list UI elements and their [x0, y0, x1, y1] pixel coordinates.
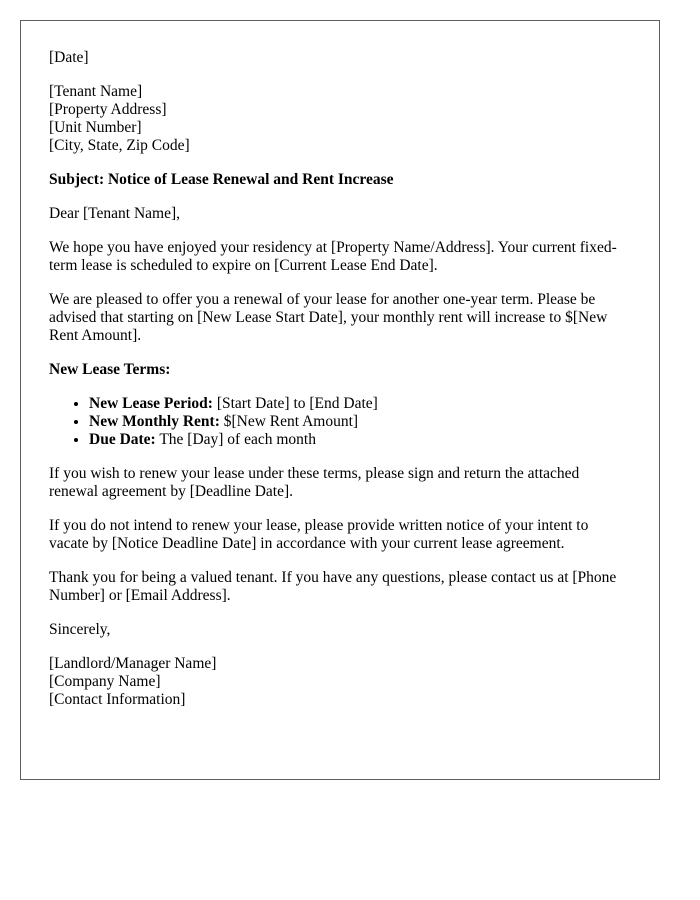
body-paragraph-3: If you wish to renew your lease under these terms, please sign and return the attached renewal agreement by [Deadline Date].: [49, 465, 580, 500]
recipient-block: [49, 83, 631, 155]
body-paragraph-2: We are pleased to offer you a renewal of your lease for another one-year term. Please be advised that starting on [New Lease Start Date], your monthly rent will increase to $[New Rent Amount].: [49, 291, 608, 344]
terms-item-lease-period: [89, 395, 631, 413]
signature-contact: [Contact Information]: [49, 691, 186, 708]
letter-date: [Date]: [49, 49, 89, 66]
recipient-address: [Property Address]: [49, 101, 167, 118]
signature-block: [49, 655, 631, 709]
terms-item-label: New Lease Period:: [89, 395, 213, 412]
terms-item-monthly-rent: [89, 413, 631, 431]
letter-closing: Sincerely,: [49, 621, 111, 638]
recipient-unit: [Unit Number]: [49, 119, 142, 136]
body-paragraph-5: Thank you for being a valued tenant. If you have any questions, please contact us at [Phone Number] or [Email Address].: [49, 569, 617, 604]
terms-heading: New Lease Terms:: [49, 361, 171, 378]
terms-item-label: Due Date:: [89, 431, 156, 448]
letter-subject: Subject: Notice of Lease Renewal and Rent Increase: [49, 171, 394, 188]
signature-company: [Company Name]: [49, 673, 161, 690]
terms-list: [49, 395, 631, 449]
terms-item-due-date: [89, 431, 631, 449]
letter-greeting: Dear [Tenant Name],: [49, 205, 181, 222]
terms-item-value: [Start Date] to [End Date]: [212, 395, 378, 412]
body-paragraph-1: We hope you have enjoyed your residency at [Property Name/Address]. Your current fixed-term lease is scheduled to expire on [Current Lease End Date].: [49, 239, 617, 274]
recipient-name: [Tenant Name]: [49, 83, 143, 100]
terms-item-value: $[New Rent Amount]: [219, 413, 359, 430]
letter-document: [20, 20, 660, 780]
recipient-city-state-zip: [City, State, Zip Code]: [49, 137, 190, 154]
terms-item-label: New Monthly Rent:: [89, 413, 220, 430]
body-paragraph-4: If you do not intend to renew your lease, please provide written notice of your intent to vacate by [Notice Deadline Date] in accordance with your current lease agreement.: [49, 517, 589, 552]
signature-name: [Landlord/Manager Name]: [49, 655, 217, 672]
terms-item-value: The [Day] of each month: [155, 431, 316, 448]
